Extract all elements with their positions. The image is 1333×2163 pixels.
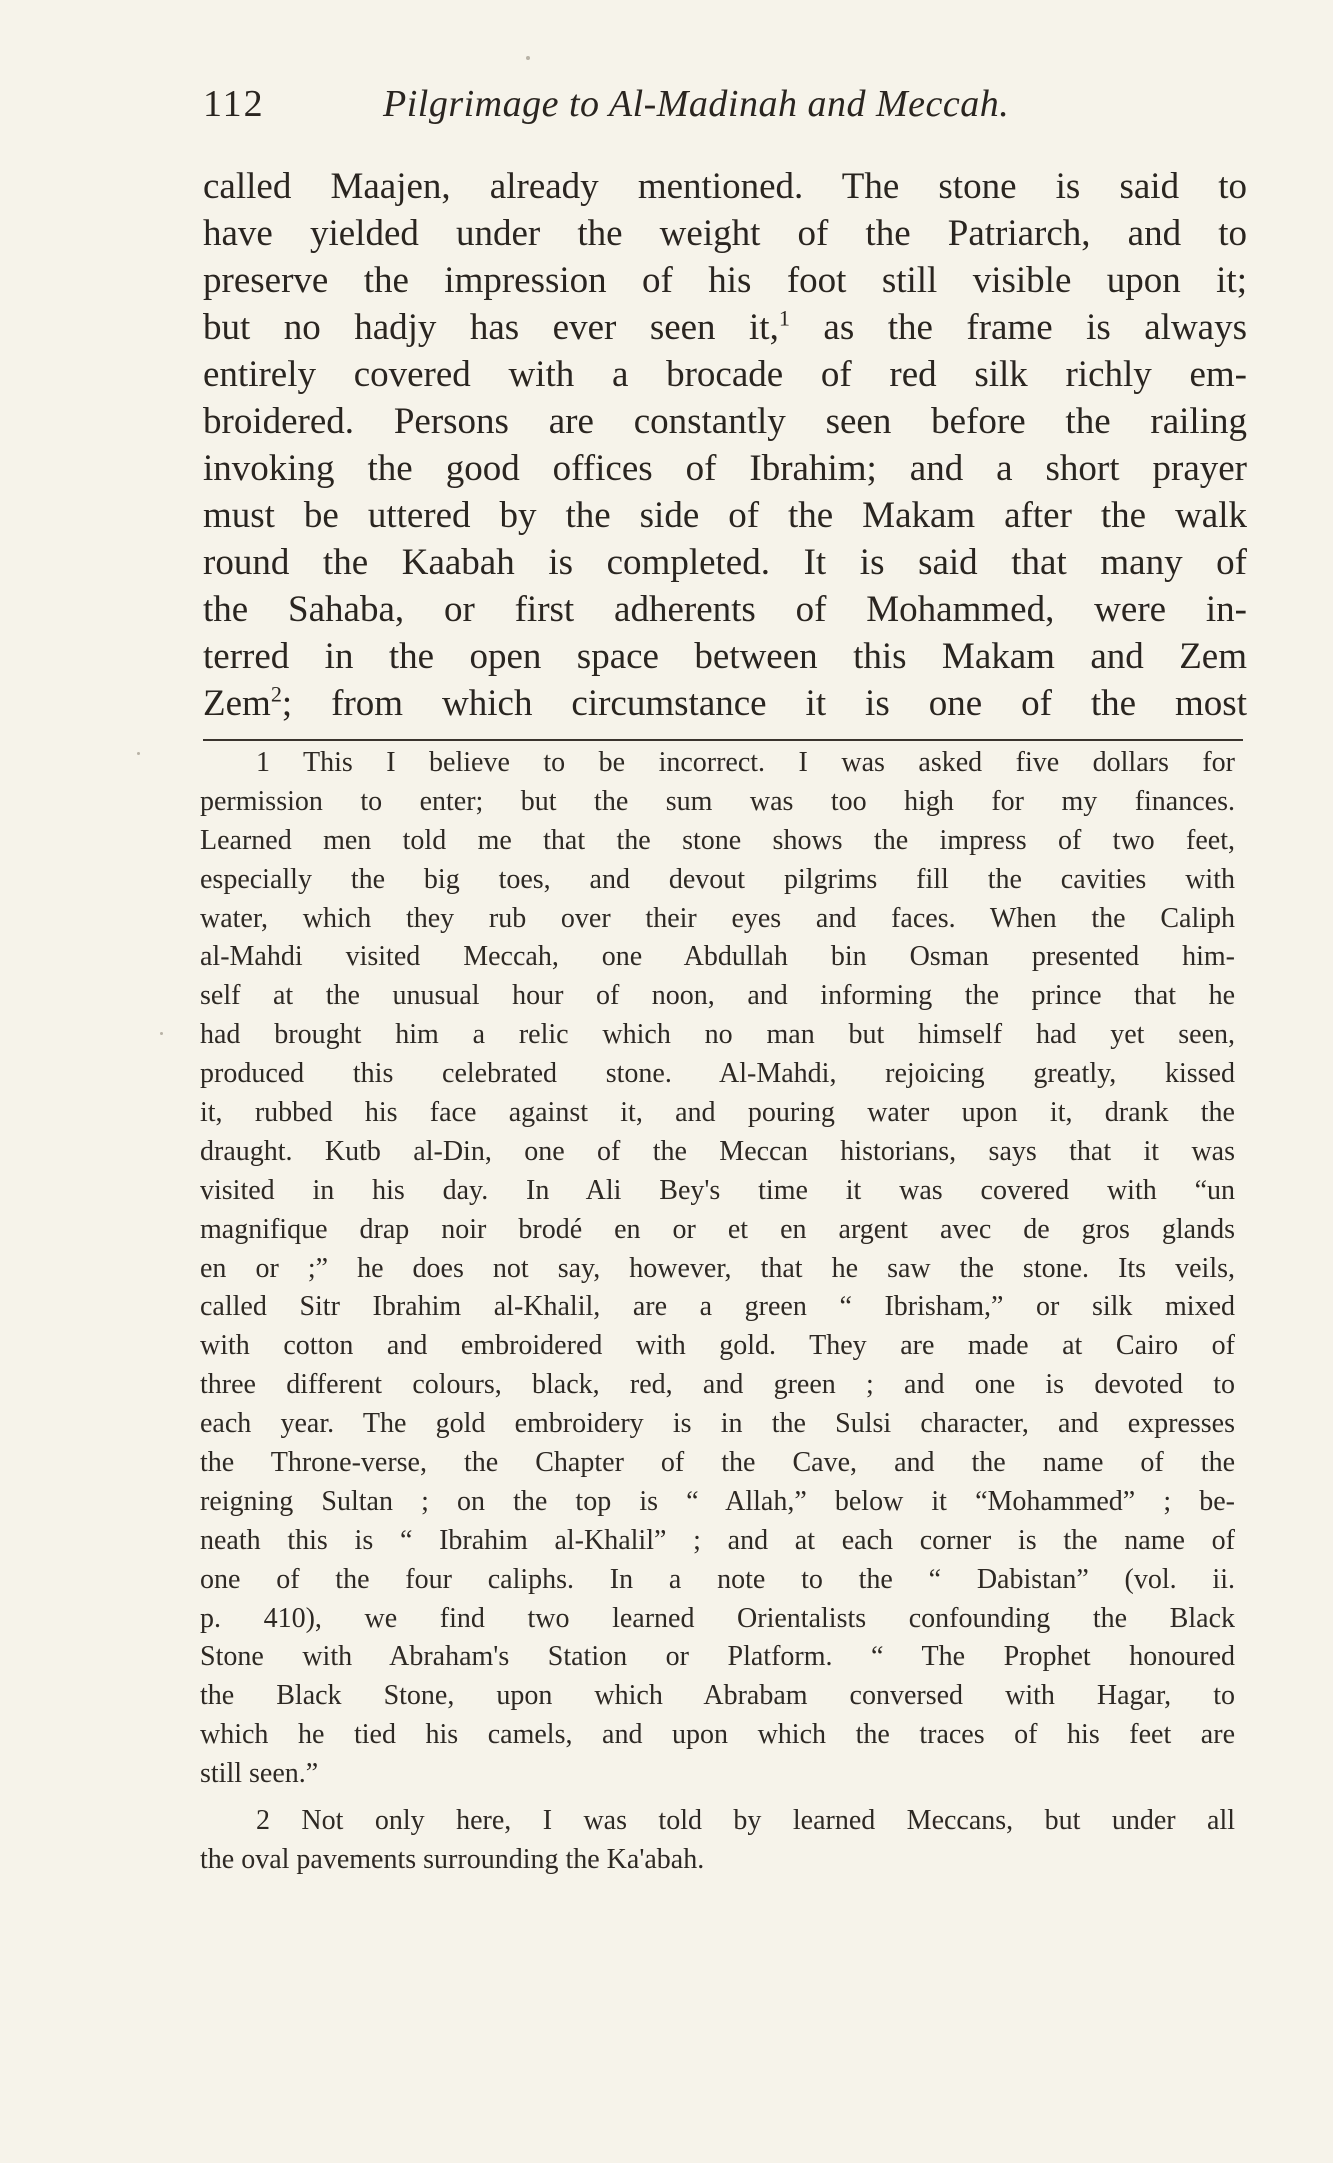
- footnote-line: Stone with Abraham's Station or Platform. “ The Prophet honoured: [200, 1641, 1235, 1673]
- main-text: [203, 163, 1247, 727]
- footnote-line: the Throne-verse, the Chapter of the Cave, and the name of the: [200, 1447, 1235, 1479]
- footnote-line: magnifique drap noir brodé en or et en argent avec de gros glands: [200, 1213, 1235, 1245]
- footnote-line: which he tied his camels, and upon which the traces of his feet are: [200, 1719, 1235, 1751]
- footnote-line: visited in his day. In Ali Bey's time it was covered with “un: [200, 1174, 1235, 1206]
- text-line: broidered. Persons are constantly seen before the railing: [203, 401, 1247, 442]
- footnote-line: the Black Stone, upon which Abrabam conversed with Hagar, to: [200, 1680, 1235, 1712]
- running-header: [203, 82, 1247, 142]
- footnote-line: p. 410), we find two learned Orientalists confounding the Black: [200, 1602, 1235, 1634]
- text-line: called Maajen, already mentioned. The stone is said to: [203, 166, 1247, 207]
- footnote-line: self at the unusual hour of noon, and informing the prince that he: [200, 980, 1235, 1012]
- footnote-line: reigning Sultan ; on the top is “ Allah,” below it “Mohammed” ; be-: [200, 1485, 1235, 1517]
- footnote-line: Learned men told me that the stone shows the impress of two feet,: [200, 824, 1235, 856]
- page-number: 112: [203, 83, 265, 125]
- footnote-line: 2 Not only here, I was told by learned Meccans, but under all: [256, 1805, 1235, 1837]
- footnote-ref-2: 2: [270, 681, 282, 707]
- footnote-line: had brought him a relic which no man but himself had yet seen,: [200, 1019, 1235, 1051]
- text-line: [203, 304, 1247, 351]
- page-speck: [137, 752, 140, 755]
- footnote-2: [200, 1802, 1235, 1880]
- footnote-line: permission to enter; but the sum was too high for my finances.: [200, 785, 1235, 817]
- footnote-line: al-Mahdi visited Meccah, one Abdullah bin Osman presented him-: [200, 941, 1235, 973]
- footnote-line: draught. Kutb al-Din, one of the Meccan historians, says that it was: [200, 1135, 1235, 1167]
- text-fragment: but no hadjy has ever seen it,: [203, 307, 779, 348]
- footnote-line: each year. The gold embroidery is in the Sulsi character, and expresses: [200, 1408, 1235, 1440]
- footnote-line: 1 This I believe to be incorrect. I was asked five dollars for: [256, 747, 1235, 778]
- text-line: the Sahaba, or first adherents of Mohammed, were in-: [203, 589, 1247, 630]
- text-line: invoking the good offices of Ibrahim; and a short prayer: [203, 448, 1247, 489]
- text-line: round the Kaabah is completed. It is said that many of: [203, 542, 1247, 583]
- footnote-rule: [203, 739, 1243, 741]
- footnote-line: produced this celebrated stone. Al-Mahdi, rejoicing greatly, kissed: [200, 1058, 1235, 1090]
- footnote-line: three different colours, black, red, and green ; and one is devoted to: [200, 1369, 1235, 1401]
- footnote-ref-1: 1: [778, 305, 790, 331]
- text-line: have yielded under the weight of the Patriarch, and to: [203, 213, 1247, 254]
- text-line: must be uttered by the side of the Makam after the walk: [203, 495, 1247, 536]
- footnote-line: water, which they rub over their eyes and faces. When the Caliph: [200, 902, 1235, 934]
- text-fragment: Zem: [203, 683, 271, 724]
- footnote-line: one of the four caliphs. In a note to the “ Dabistan” (vol. ii.: [200, 1563, 1235, 1595]
- footnote-line: en or ;” he does not say, however, that he saw the stone. Its veils,: [200, 1252, 1235, 1284]
- footnote-line: still seen.”: [200, 1758, 319, 1790]
- text-line: preserve the impression of his foot still visible upon it;: [203, 260, 1247, 301]
- footnotes: [200, 744, 1235, 1880]
- page-speck: [160, 1032, 163, 1035]
- footnote-line: called Sitr Ibrahim al-Khalil, are a green “ Ibrisham,” or silk mixed: [200, 1291, 1235, 1323]
- page-speck: [526, 56, 530, 60]
- running-title: Pilgrimage to Al-Madinah and Meccah.: [383, 83, 1010, 125]
- text-line: entirely covered with a brocade of red silk richly em-: [203, 354, 1247, 395]
- footnote-line: especially the big toes, and devout pilgrims fill the cavities with: [200, 863, 1235, 895]
- footnote-1: [200, 744, 1235, 1794]
- footnote-line: with cotton and embroidered with gold. They are made at Cairo of: [200, 1330, 1235, 1362]
- footnote-line: the oval pavements surrounding the Ka'abah.: [200, 1843, 705, 1875]
- text-fragment: as the frame is always: [789, 307, 1247, 348]
- footnote-line: it, rubbed his face against it, and pouring water upon it, drank the: [200, 1097, 1235, 1129]
- text-line: [203, 680, 1247, 727]
- text-fragment: ; from which circumstance it is one of the most: [281, 683, 1247, 724]
- text-line: terred in the open space between this Makam and Zem: [203, 636, 1247, 677]
- footnote-line: neath this is “ Ibrahim al-Khalil” ; and at each corner is the name of: [200, 1524, 1235, 1556]
